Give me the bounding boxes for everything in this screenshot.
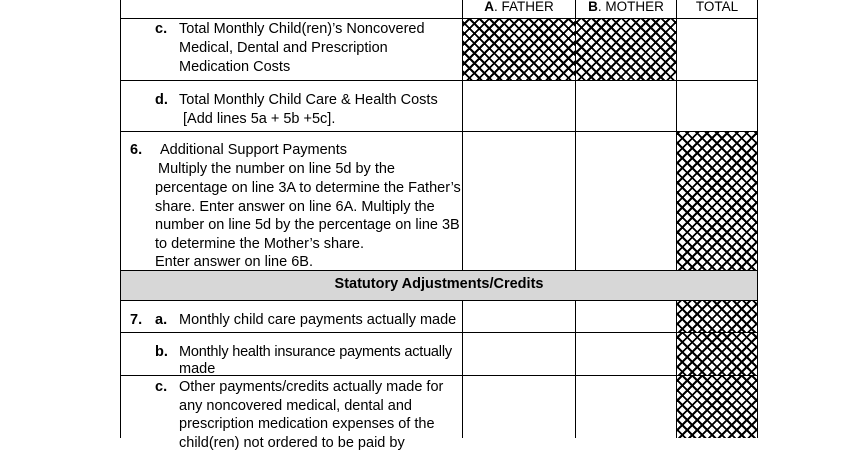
grid-line [462, 300, 463, 438]
grid-line [676, 0, 677, 271]
row-d-line: Total Monthly Child Care & Health Costs [179, 92, 438, 108]
row-6-line: share. Enter answer on line 6A. Multiply the [155, 199, 435, 215]
grid-line [120, 300, 758, 301]
grid-line [120, 18, 758, 19]
field-6-mother[interactable] [576, 132, 676, 270]
crosshatch-cell-7b-total [677, 333, 757, 375]
row-6-line: to determine the Mother’s share. [155, 236, 365, 252]
row-7c-line: prescription medication expenses of the [179, 416, 435, 432]
row-7c-line: child(ren) not ordered to be paid by [179, 435, 405, 451]
crosshatch-cell-c-mother [576, 19, 676, 80]
crosshatch-cell-7a-total [677, 301, 757, 332]
grid-line [676, 300, 677, 438]
row-c-line: Medical, Dental and Prescription [179, 40, 388, 56]
father-label: . FATHER [493, 0, 554, 14]
field-d-mother[interactable] [576, 81, 676, 131]
row-7c-letter: c. [155, 379, 168, 395]
field-d-father[interactable] [463, 81, 575, 131]
crosshatch-cell-c-father [463, 19, 575, 80]
column-header-mother [576, 0, 676, 14]
row-6-line: percentage on line 3A to determine the Father’s [155, 180, 461, 196]
row-c-line: Total Monthly Child(ren)’s Noncovered [179, 21, 425, 37]
grid-line [575, 0, 576, 271]
row-7a-text: Monthly child care payments actually made [179, 312, 457, 328]
field-c-total[interactable] [677, 19, 757, 80]
row-c-line: Medication Costs [179, 59, 291, 75]
row-6-line: number on line 5d by the percentage on line 3B [155, 217, 460, 233]
field-7c-mother[interactable] [576, 376, 676, 438]
field-7a-mother[interactable] [576, 301, 676, 332]
row-7b-letter: b. [155, 344, 168, 360]
grid-line [120, 131, 758, 132]
grid-line [757, 0, 758, 438]
row-d-line: [Add lines 5a + 5b +5c]. [183, 111, 336, 127]
row-6-line: Multiply the number on line 5d by the [158, 161, 395, 177]
row-7-number: 7. [130, 312, 143, 328]
field-7a-father[interactable] [463, 301, 575, 332]
column-header-total: TOTAL [695, 0, 739, 14]
field-d-total[interactable] [677, 81, 757, 131]
section-title: Statutory Adjustments/Credits [334, 276, 544, 292]
row-7b-line: Monthly health insurance payments actually [179, 344, 452, 360]
grid-line [120, 375, 758, 376]
mother-letter: B [588, 0, 598, 14]
row-d-letter: d. [155, 92, 168, 108]
crosshatch-cell-7c-total [677, 376, 757, 438]
field-7c-father[interactable] [463, 376, 575, 438]
row-7c-line: any noncovered medical, dental and [179, 398, 412, 414]
row-7b-line: made [179, 361, 216, 377]
grid-line [462, 0, 463, 271]
row-c-letter: c. [155, 21, 168, 37]
grid-line [575, 300, 576, 438]
field-7b-father[interactable] [463, 333, 575, 375]
row-6-line: Enter answer on line 6B. [155, 254, 313, 270]
father-letter: A [484, 0, 494, 14]
field-7b-mother[interactable] [576, 333, 676, 375]
grid-line [120, 332, 758, 333]
crosshatch-cell-6-total [677, 132, 757, 270]
grid-line [120, 0, 121, 438]
row-7c-line: Other payments/credits actually made for [179, 379, 444, 395]
grid-line [120, 80, 758, 81]
field-6-father[interactable] [463, 132, 575, 270]
row-6-number: 6. [130, 142, 143, 158]
row-7a-letter: a. [155, 312, 168, 328]
mother-label: . MOTHER [597, 0, 664, 14]
row-6-line: Additional Support Payments [160, 142, 347, 158]
column-header-father [463, 0, 575, 14]
